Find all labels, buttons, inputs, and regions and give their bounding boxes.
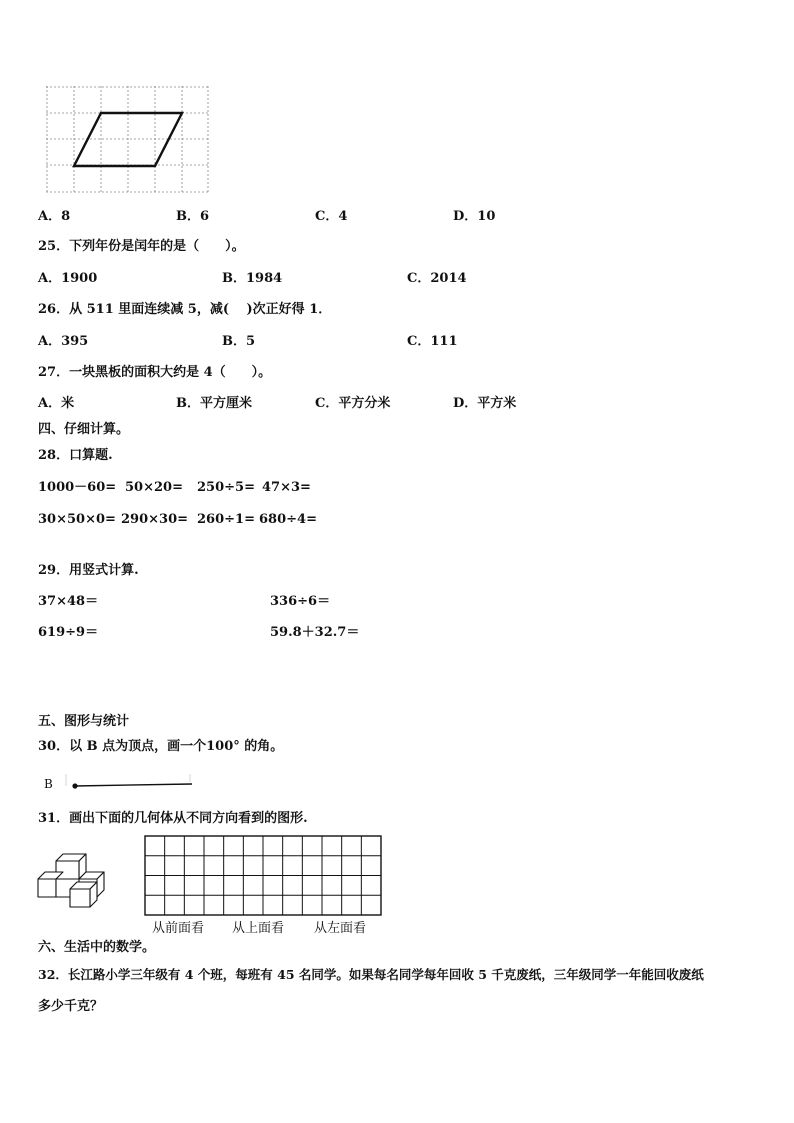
q27-option-d: D．平方米	[453, 396, 517, 411]
q26-option-a: A．395	[38, 334, 89, 349]
caption-left-view: 从左面看	[314, 921, 367, 936]
q28-row1-item3: 250÷5=	[197, 480, 255, 495]
q28-row2-item1: 30×50×0=	[38, 512, 116, 527]
q31-stem: 31．画出下面的几何体从不同方向看到的图形.	[38, 811, 308, 826]
q30-ray-figure	[64, 772, 194, 796]
q24-option-a: A．8	[38, 209, 71, 224]
section5-title: 五、图形与统计	[38, 714, 130, 729]
q24-option-b: B．6	[176, 209, 210, 224]
q26-option-c: C．111	[407, 334, 458, 349]
q32-stem-line1: 32．长江路小学三年级有 4 个班，每班有 45 名同学。如果每名同学每年回收 5 千克废纸，三年级同学一年能回收废纸	[38, 967, 704, 982]
q28-stem: 28．口算题.	[38, 448, 113, 463]
answer-grid[interactable]	[144, 835, 384, 917]
section6-title: 六、生活中的数学。	[38, 940, 156, 955]
q26-option-b: B．5	[222, 334, 256, 349]
section4-title: 四、仔细计算。	[38, 422, 130, 437]
caption-top-view: 从上面看	[232, 921, 285, 936]
q24-option-c: C．4	[315, 209, 348, 224]
q29-stem: 29．用竖式计算.	[38, 563, 139, 578]
q25-option-c: C．2014	[407, 271, 467, 286]
q28-row2-item3: 260÷1=	[197, 512, 255, 527]
q25-option-a: A．1900	[38, 271, 98, 286]
q27-option-b: B．平方厘米	[176, 396, 252, 411]
q28-row1-item4: 47×3=	[262, 480, 311, 495]
q29-item4: 59.8＋32.7＝	[270, 625, 360, 640]
q28-row1-item1: 1000－60=	[38, 480, 117, 495]
q25-stem: 25．下列年份是闰年的是（ ）。	[38, 239, 245, 254]
q25-option-b: B．1984	[222, 271, 283, 286]
q30-stem: 30．以 B 点为顶点，画一个100° 的角。	[38, 739, 284, 754]
q27-option-c: C．平方分米	[315, 396, 391, 411]
q30-point-label: B	[44, 777, 53, 791]
parallelogram-grid-figure	[44, 84, 212, 196]
q32-stem-line2: 多少千克？	[38, 999, 104, 1014]
q29-item3: 619÷9＝	[38, 625, 99, 640]
q28-row2-item2: 290×30=	[121, 512, 189, 527]
q29-item2: 336÷6＝	[270, 594, 331, 609]
q26-stem: 26．从 511 里面连续减 5，减( )次正好得 1．	[38, 302, 332, 317]
caption-front-view: 从前面看	[152, 921, 205, 936]
cube-stack-figure	[36, 852, 108, 910]
q27-option-a: A．米	[38, 396, 75, 411]
q24-option-d: D．10	[453, 209, 496, 224]
q28-row1-item2: 50×20=	[125, 480, 183, 495]
q29-item1: 37×48＝	[38, 594, 99, 609]
q27-stem: 27．一块黑板的面积大约是 4（ ）。	[38, 365, 272, 380]
q28-row2-item4: 680÷4=	[259, 512, 317, 527]
